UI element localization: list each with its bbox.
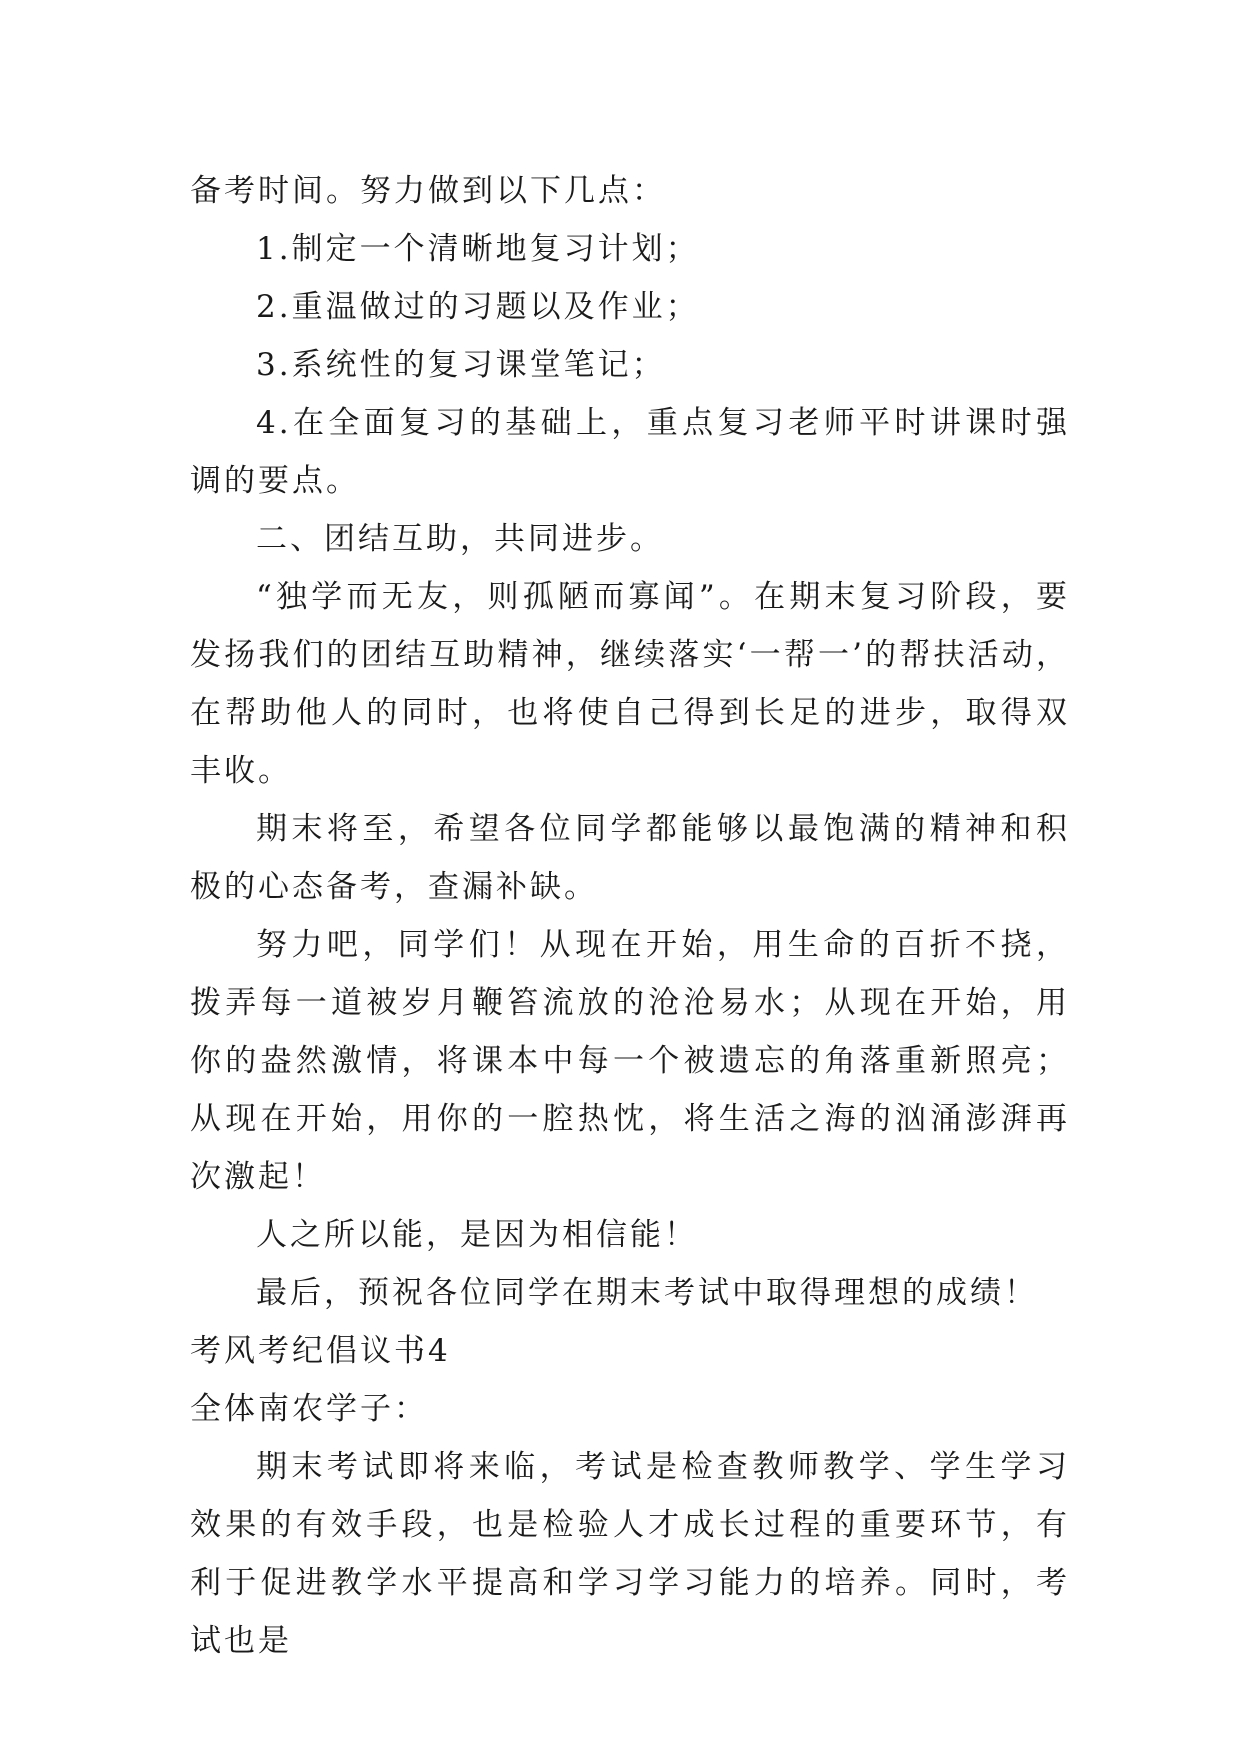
document-body — [190, 162, 1070, 1670]
list-item: 1.制定一个清晰地复习计划； — [256, 231, 700, 267]
section-heading: 二、团结互助，共同进步。 — [256, 521, 664, 557]
list-item: 2.重温做过的习题以及作业； — [256, 289, 700, 325]
list-item: 4.在全面复习的基础上，重点复习老师平时讲课时强调的要点。 — [190, 405, 1070, 499]
paragraph: 期末将至，希望各位同学都能够以最饱满的精神和积极的心态备考，查漏补缺。 — [190, 811, 1070, 905]
paragraph: 备考时间。努力做到以下几点： — [190, 173, 666, 209]
list-item: 3.系统性的复习课堂笔记； — [256, 347, 666, 383]
salutation: 全体南农学子： — [190, 1391, 428, 1427]
document-title: 考风考纪倡议书4 — [190, 1333, 451, 1369]
paragraph: 期末考试即将来临，考试是检查教师教学、学生学习效果的有效手段，也是检验人才成长过程的重要环节，有利于促进教学水平提高和学习学习能力的培养。同时，考试也是 — [190, 1449, 1070, 1659]
paragraph: 最后，预祝各位同学在期末考试中取得理想的成绩！ — [256, 1275, 1038, 1311]
paragraph: 努力吧，同学们！从现在开始，用生命的百折不挠，拨弄每一道被岁月鞭笞流放的沧沧易水；从现在开始，用你的盎然激情，将课本中每一个被遗忘的角落重新照亮；从现在开始，用你的一腔热忱，将生活之海的汹涌澎湃再次激起！ — [190, 927, 1070, 1195]
paragraph: 人之所以能，是因为相信能！ — [256, 1217, 698, 1253]
paragraph: “独学而无友，则孤陋而寡闻”。在期末复习阶段，要发扬我们的团结互助精神，继续落实‘一帮一’的帮扶活动，在帮助他人的同时，也将使自己得到长足的进步，取得双丰收。 — [190, 579, 1070, 789]
